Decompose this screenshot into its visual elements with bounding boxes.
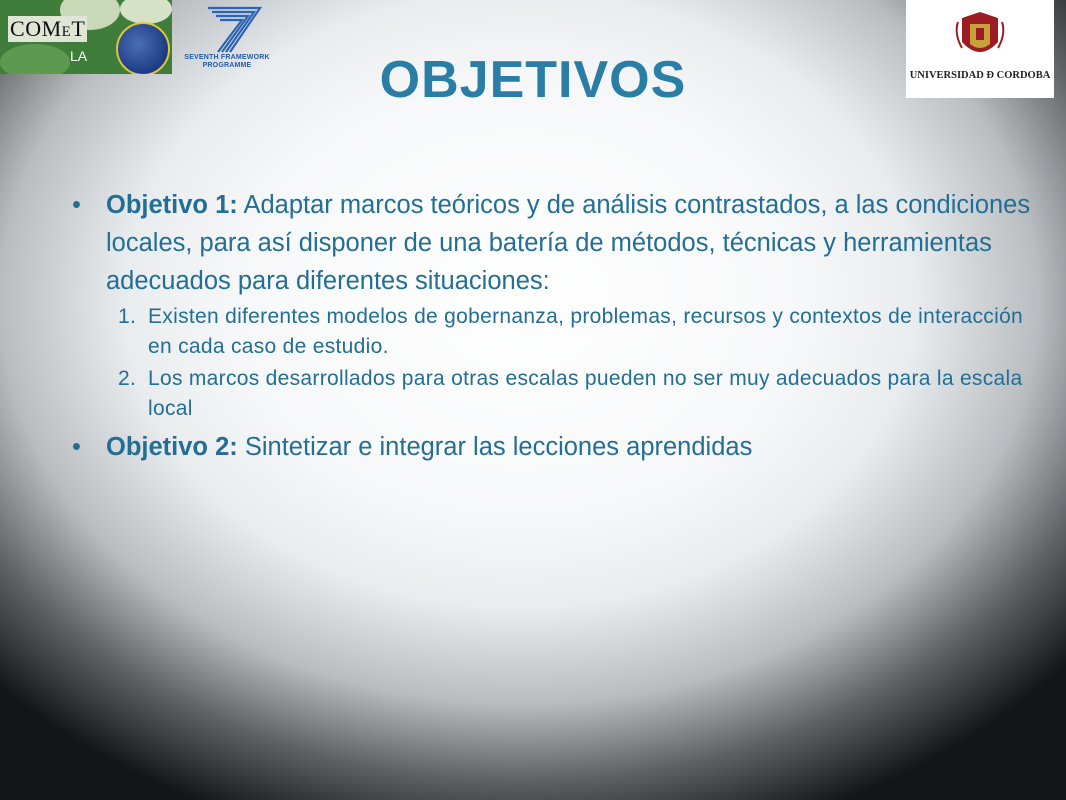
sub-item-1 [72, 302, 1032, 362]
sub-item-2 [72, 364, 1032, 424]
bullet-text: Sintetizar e integrar las lecciones aprendidas [237, 433, 753, 461]
sub-item-number: 1. [118, 305, 137, 328]
sub-item-text: Existen diferentes modelos de gobernanza, problemas, recursos y contextos de interacción en cada caso de estudio. [148, 305, 1024, 358]
slide-content [72, 186, 1032, 466]
uco-text: UNIVERSIDAD Ð CORDOBA [909, 70, 1051, 81]
fp7-text: SEVENTH FRAMEWORK PROGRAMME [184, 54, 270, 69]
bullet-lead: Objetivo 1: [106, 191, 238, 219]
bullet-lead: Objetivo 2: [106, 433, 238, 461]
sub-item-text: Los marcos desarrollados para otras escalas pueden no ser muy adecuados para la escala local [148, 367, 1023, 420]
bullet-objetivo-2 [72, 428, 1032, 466]
comet-logo-word: COMET [10, 16, 86, 41]
bullet-text: Adaptar marcos teóricos y de análisis contrastados, a las condiciones locales, para así disponer de una batería de métodos, técnicas y herramientas adecuados para diferentes situaciones: [106, 191, 1031, 295]
page-title: OBJETIVOS [379, 51, 687, 109]
bullet-objetivo-1 [72, 186, 1032, 300]
bullet-dot: • [72, 433, 81, 461]
sub-item-number: 2. [118, 367, 137, 390]
bullet-dot: • [72, 191, 81, 219]
comet-logo-la: LA [70, 48, 88, 64]
sub-list [72, 302, 1032, 424]
fp7-seven-icon [178, 2, 276, 54]
